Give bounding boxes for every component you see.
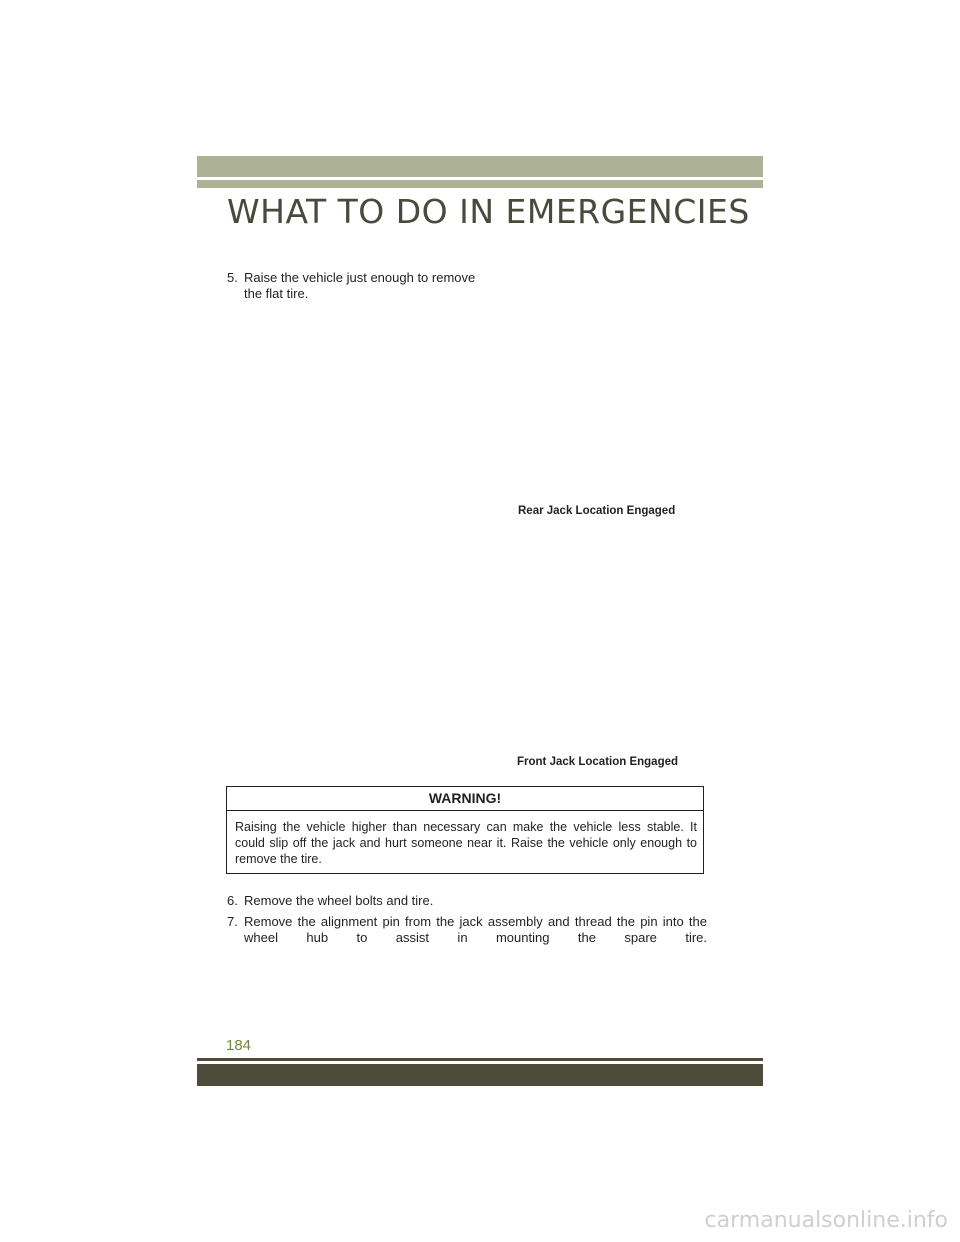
step-7 bbox=[227, 914, 707, 962]
step-number: 5. bbox=[227, 270, 238, 285]
warning-box bbox=[226, 786, 704, 874]
section-title: WHAT TO DO IN EMERGENCIES bbox=[227, 192, 750, 231]
step-text: Remove the alignment pin from the jack assembly and thread the pin into the wheel hub to assist in mounting the spare tire. bbox=[244, 914, 707, 945]
step-6 bbox=[227, 893, 707, 909]
step-number: 6. bbox=[227, 893, 238, 908]
step-5 bbox=[227, 270, 477, 302]
rear-jack-figure bbox=[480, 270, 700, 500]
step-text: Remove the wheel bolts and tire. bbox=[244, 893, 434, 908]
step-text: Raise the vehicle just enough to remove the flat tire. bbox=[244, 270, 476, 301]
header-band bbox=[197, 156, 763, 177]
header-rule bbox=[197, 180, 763, 188]
footer-band bbox=[197, 1064, 763, 1086]
watermark: carmanualsonline.info bbox=[704, 1208, 948, 1233]
warning-title: WARNING! bbox=[227, 787, 703, 811]
step-number: 7. bbox=[227, 914, 238, 929]
footer-rule bbox=[197, 1058, 763, 1061]
front-jack-caption: Front Jack Location Engaged bbox=[517, 756, 679, 768]
warning-text: Raising the vehicle higher than necessary can make the vehicle less stable. It could slip off the jack and hurt someone near it. Raise the vehicle only enough to remove the tire. bbox=[235, 820, 697, 866]
front-jack-figure bbox=[480, 530, 700, 750]
rear-jack-caption: Rear Jack Location Engaged bbox=[518, 505, 676, 517]
page-number: 184 bbox=[226, 1037, 252, 1054]
